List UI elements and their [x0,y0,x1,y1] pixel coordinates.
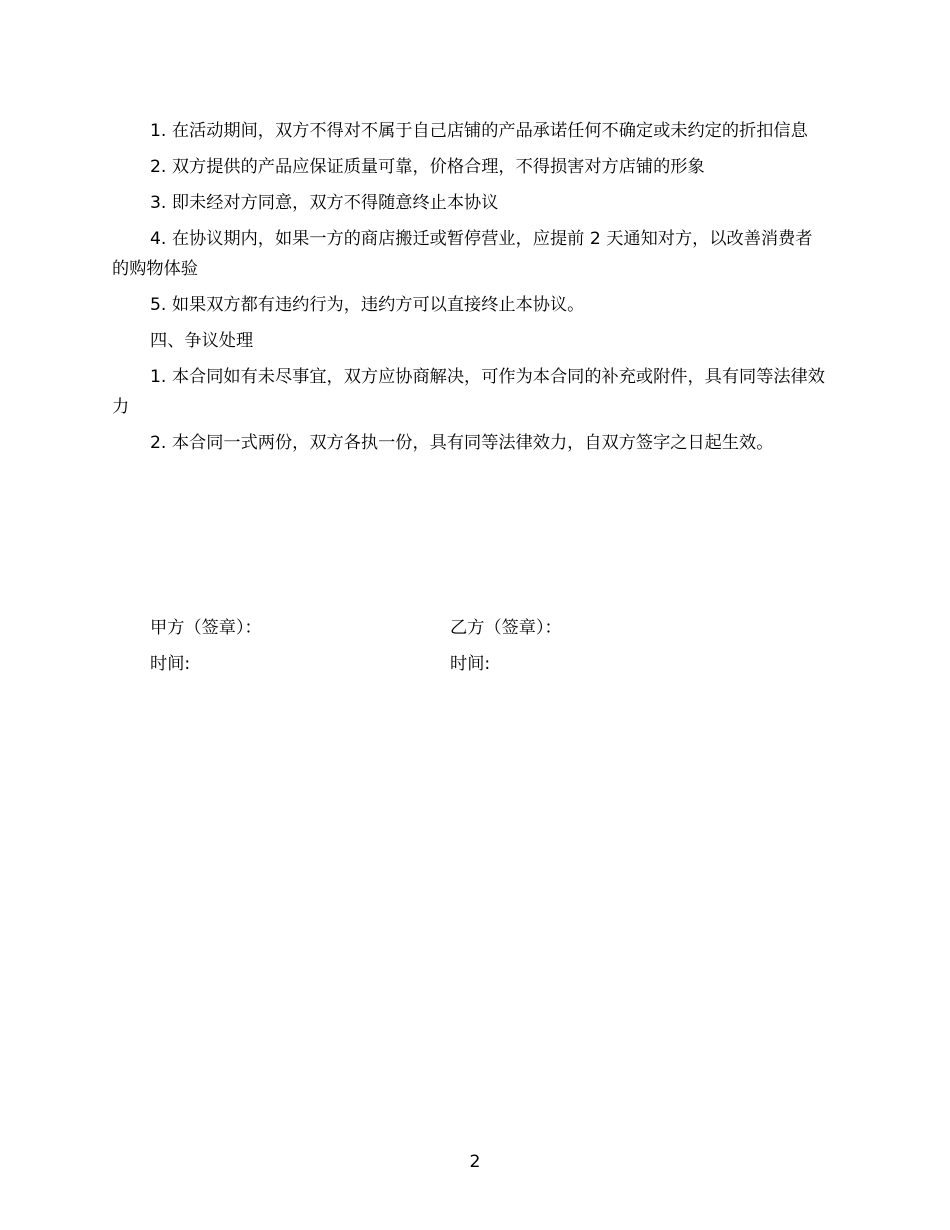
clause-item: 3. 即未经对方同意，双方不得随意终止本协议 [150,193,499,213]
clause-item: 1. 本合同如有未尽事宜，双方应协商解决，可作为本合同的补充或附件，具有同等法律效力 [112,367,825,417]
party-a-time-label: 时间: [150,654,191,674]
clause-item: 2. 双方提供的产品应保证质量可靠，价格合理，不得损害对方店铺的形象 [150,157,705,177]
clause-item: 4. 在协议期内，如果一方的商店搬迁或暂停营业，应提前 2 天通知对方，以改善消费者的购物体验 [112,229,813,279]
party-b-time-label: 时间: [450,654,491,674]
section-heading: 四、争议处理 [150,331,254,351]
party-b-signature-label: 乙方（签章）： [450,618,562,638]
party-a-signature-label: 甲方（签章）： [150,618,262,638]
date-row [150,646,750,682]
clause-item: 1. 在活动期间，双方不得对不属于自己店铺的产品承诺任何不确定或未约定的折扣信息 [150,121,808,141]
signature-block [150,610,750,682]
clause-item: 2. 本合同一式两份，双方各执一份，具有同等法律效力，自双方签字之日起生效。 [150,433,774,453]
page-number: 2 [469,1152,481,1172]
clause-item: 5. 如果双方都有违约行为，违约方可以直接终止本协议。 [150,295,585,315]
document-body [112,116,828,464]
signature-row [150,610,750,646]
